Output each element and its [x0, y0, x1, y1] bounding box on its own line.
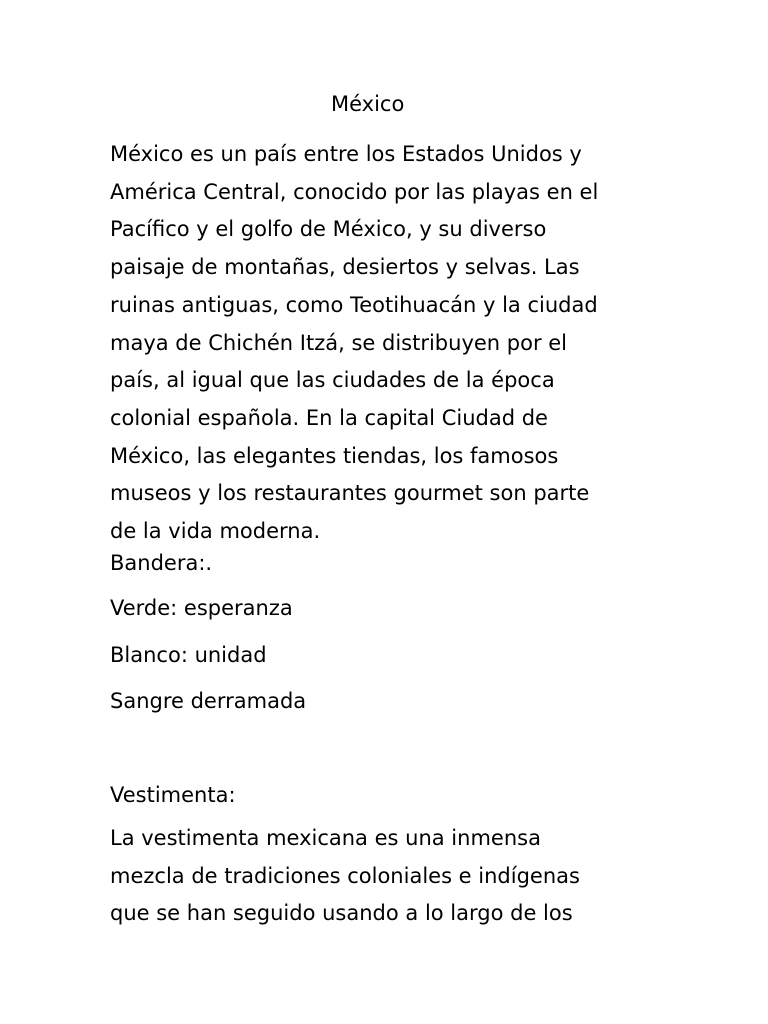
flag-white-meaning: Blanco: unidad — [110, 643, 267, 667]
clothing-heading: Vestimenta: — [110, 783, 236, 807]
intro-line: México es un país entre los Estados Unidos y — [110, 142, 582, 166]
flag-green-meaning: Verde: esperanza — [110, 596, 293, 620]
clothing-line: La vestimenta mexicana es una inmensa — [110, 826, 541, 850]
intro-line: México, las elegantes tiendas, los famosos — [110, 443, 559, 468]
clothing-line: que se han seguido usando a lo largo de los — [110, 901, 573, 926]
intro-line: maya de Chichén Itzá, se distribuyen por el — [110, 330, 568, 355]
intro-paragraph — [110, 136, 670, 551]
intro-line: colonial española. En la capital Ciudad de — [110, 405, 548, 430]
intro-line: Pacífico y el golfo de México, y su diverso — [110, 217, 547, 242]
intro-line: de la vida moderna. — [110, 519, 321, 544]
clothing-line: mezcla de tradiciones coloniales e indígenas — [110, 863, 580, 888]
intro-line: paisaje de montañas, desiertos y selvas. Las — [110, 255, 580, 280]
document-title: México — [331, 92, 405, 116]
clothing-paragraph — [110, 820, 670, 933]
intro-line: país, al igual que las ciudades de la época — [110, 368, 555, 393]
flag-heading: Bandera:. — [110, 551, 213, 575]
intro-line: ruinas antiguas, como Teotihuacán y la ciudad — [110, 292, 598, 317]
flag-red-meaning: Sangre derramada — [110, 689, 307, 713]
intro-line: América Central, conocido por las playas en el — [110, 179, 599, 204]
intro-line: museos y los restaurantes gourmet son parte — [110, 481, 590, 506]
